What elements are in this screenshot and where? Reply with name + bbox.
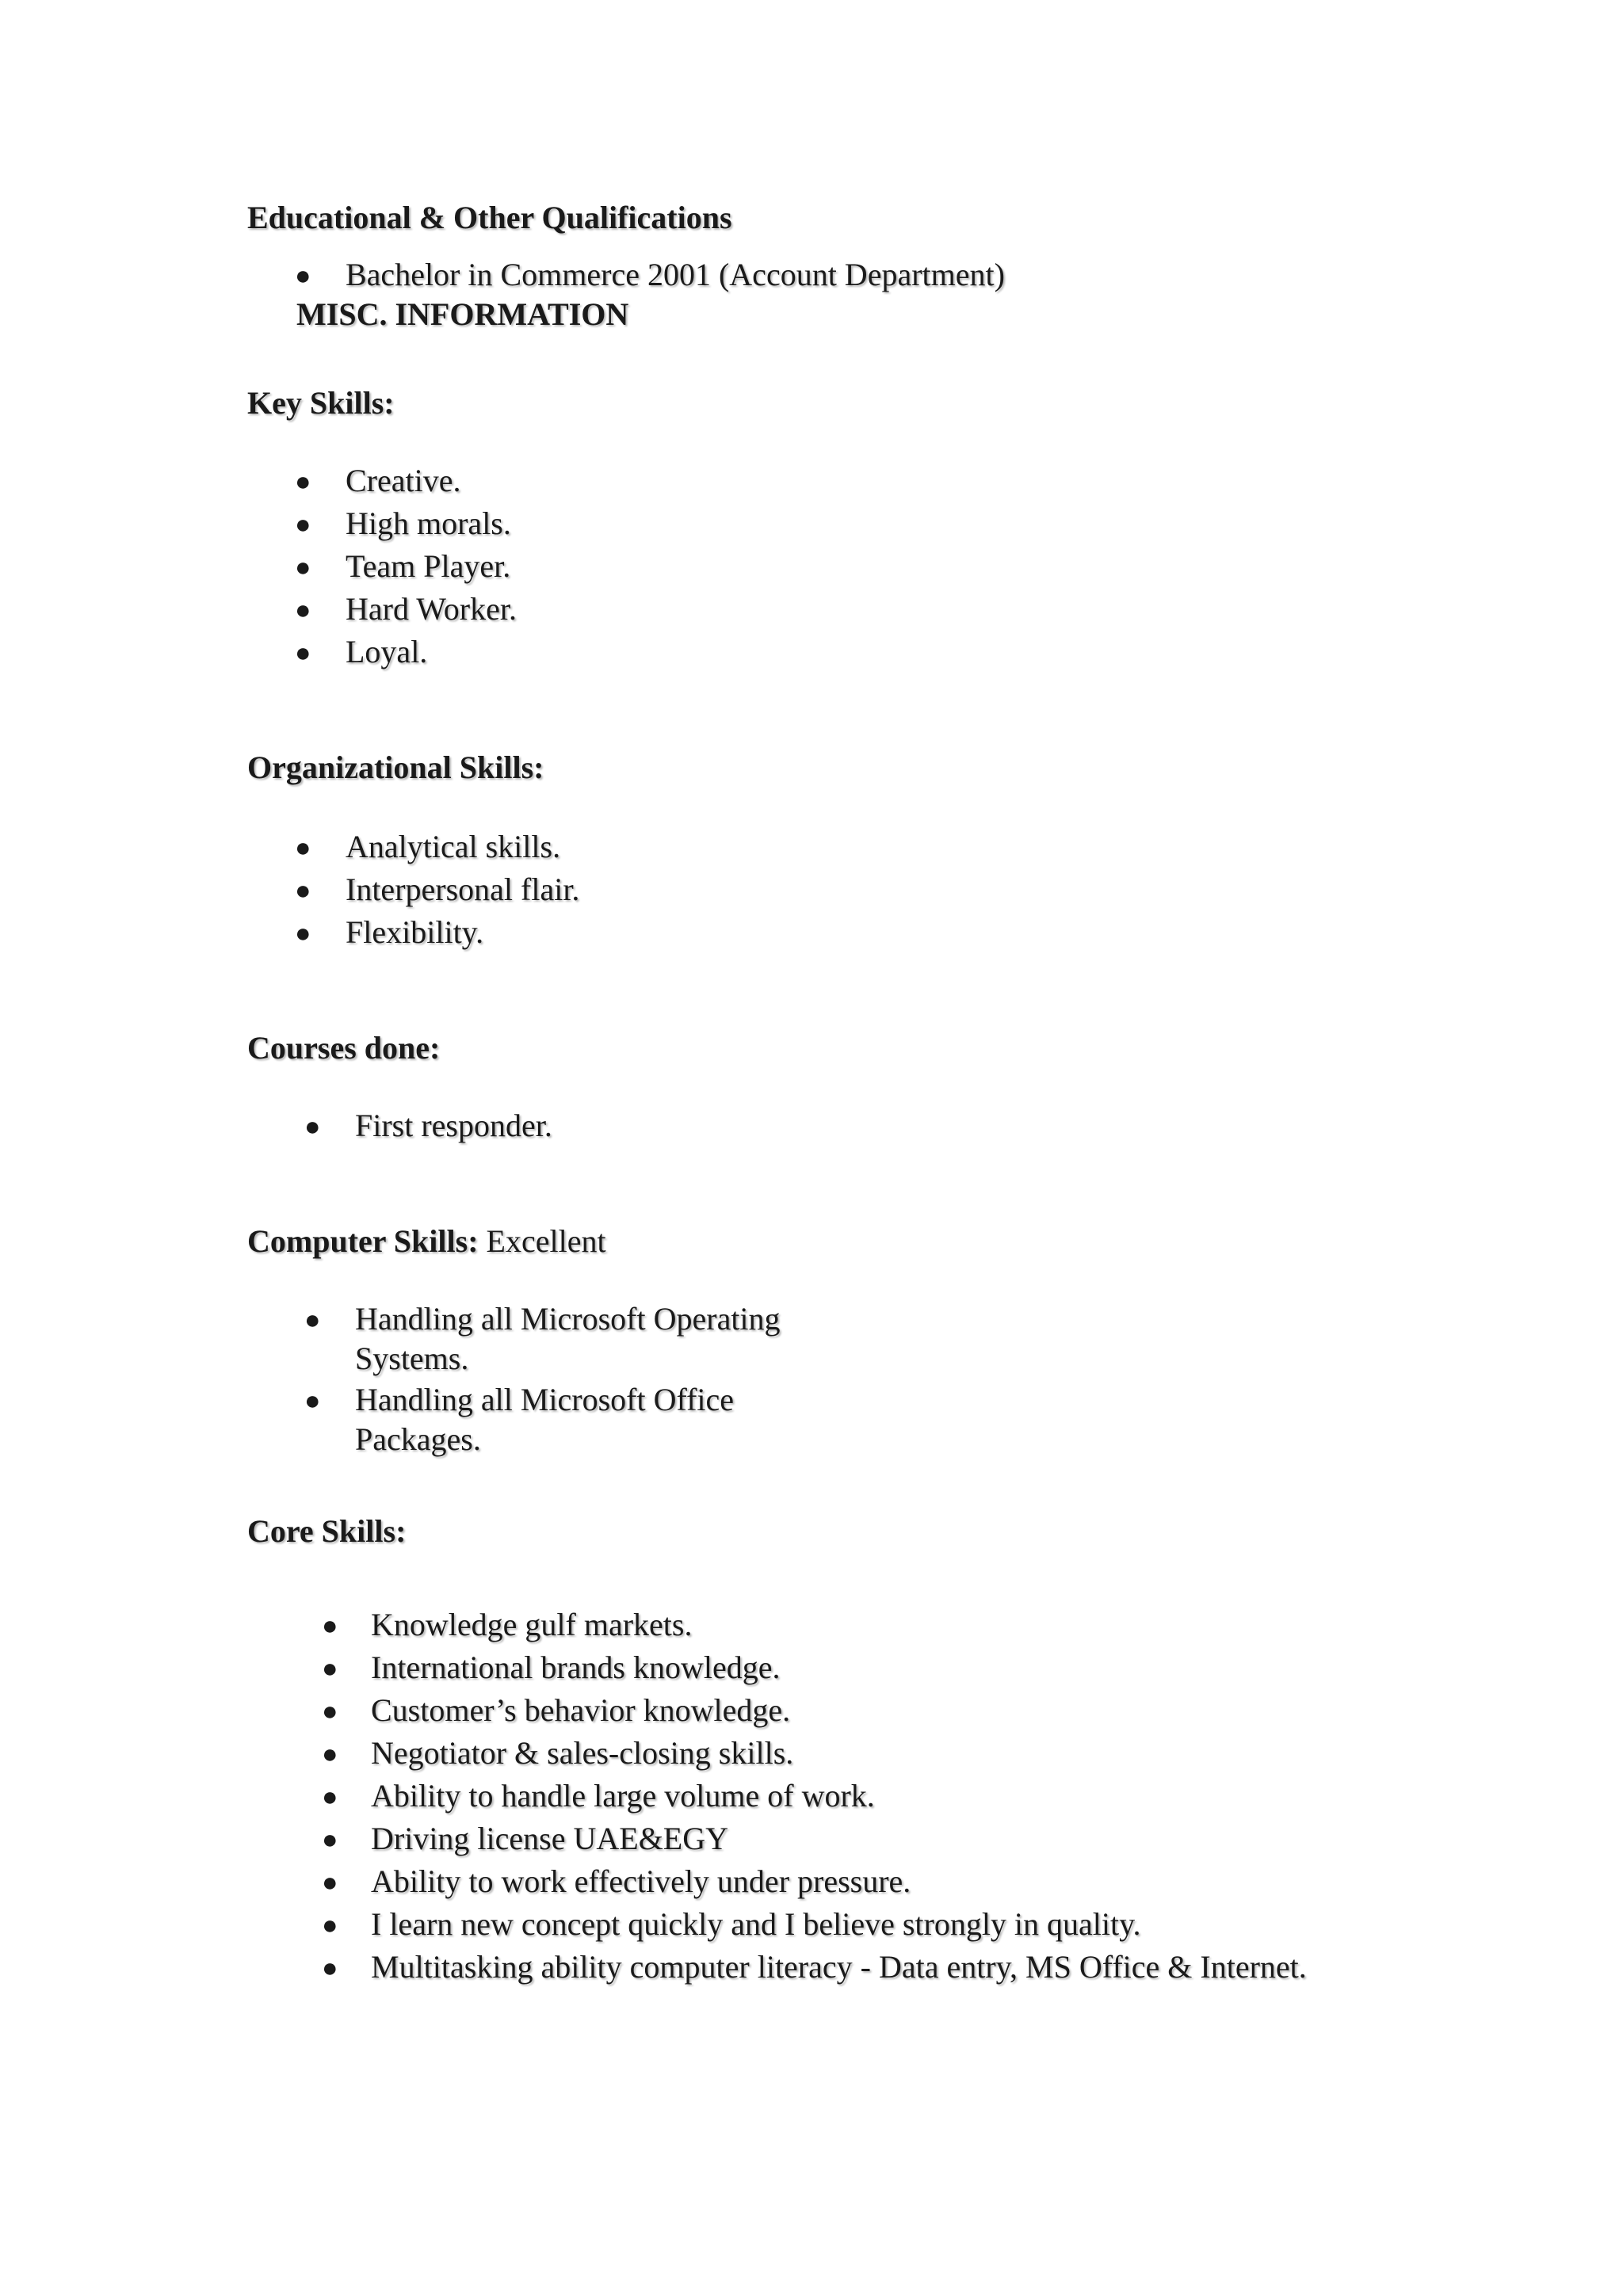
organizational-skill-item: Flexibility.: [346, 914, 484, 950]
misc-heading: MISC. INFORMATION: [296, 296, 629, 332]
core-skill-item: International brands knowledge.: [371, 1650, 781, 1685]
organizational-skill-item: Analytical skills.: [346, 829, 561, 864]
course-item: First responder.: [355, 1108, 552, 1143]
bullet-icon: ●: [322, 1825, 338, 1855]
bullet-icon: ●: [295, 467, 311, 497]
bullet-icon: ●: [295, 261, 311, 291]
bullet-icon: ●: [304, 1306, 321, 1335]
key-skill-item: High morals.: [346, 505, 511, 541]
core-skill-item: Driving license UAE&EGY: [371, 1821, 729, 1856]
computer-skills-level: Excellent: [486, 1223, 606, 1259]
key-skill-item: Team Player.: [346, 548, 511, 584]
computer-skill-item-continued: Packages.: [355, 1421, 481, 1457]
bullet-icon: ●: [322, 1740, 338, 1769]
computer-skill-item-continued: Systems.: [355, 1341, 469, 1376]
bullet-icon: ●: [295, 639, 311, 668]
bullet-icon: ●: [295, 876, 311, 906]
bullet-icon: ●: [304, 1386, 321, 1416]
organizational-skills-heading: Organizational Skills:: [247, 749, 544, 785]
core-skill-item: Knowledge gulf markets.: [371, 1607, 693, 1642]
bullet-icon: ●: [295, 833, 311, 863]
bullet-icon: ●: [322, 1697, 338, 1726]
bullet-icon: ●: [322, 1654, 338, 1684]
bullet-icon: ●: [322, 1868, 338, 1897]
bullet-icon: ●: [304, 1112, 321, 1142]
bullet-icon: ●: [322, 1911, 338, 1940]
education-item: Bachelor in Commerce 2001 (Account Department): [346, 257, 1005, 292]
computer-skill-item: Handling all Microsoft Operating: [355, 1301, 781, 1337]
key-skill-item: Hard Worker.: [346, 591, 517, 627]
key-skills-heading: Key Skills:: [247, 385, 395, 421]
core-skill-item: Ability to handle large volume of work.: [371, 1778, 875, 1814]
bullet-icon: ●: [295, 510, 311, 540]
bullet-icon: ●: [322, 1783, 338, 1812]
core-skills-heading: Core Skills:: [247, 1513, 407, 1549]
computer-skills-heading: Computer Skills:: [247, 1223, 479, 1259]
organizational-skill-item: Interpersonal flair.: [346, 871, 580, 907]
core-skill-item: Customer’s behavior knowledge.: [371, 1692, 791, 1728]
core-skill-item: I learn new concept quickly and I believe strongly in quality.: [371, 1906, 1141, 1942]
bullet-icon: ●: [322, 1954, 338, 1983]
computer-skill-item: Handling all Microsoft Office: [355, 1382, 735, 1417]
core-skill-item: Multitasking ability computer literacy - Data entry, MS Office & Internet.: [371, 1949, 1307, 1985]
key-skill-item: Creative.: [346, 463, 461, 498]
bullet-icon: ●: [295, 553, 311, 582]
key-skill-item: Loyal.: [346, 634, 428, 669]
courses-heading: Courses done:: [247, 1030, 441, 1066]
bullet-icon: ●: [295, 596, 311, 625]
bullet-icon: ●: [322, 1611, 338, 1641]
education-heading: Educational & Other Qualifications: [247, 200, 732, 235]
computer-skills-line: [247, 1220, 606, 1263]
core-skill-item: Negotiator & sales-closing skills.: [371, 1735, 794, 1771]
core-skill-item: Ability to work effectively under pressure.: [371, 1863, 911, 1899]
bullet-icon: ●: [295, 919, 311, 948]
